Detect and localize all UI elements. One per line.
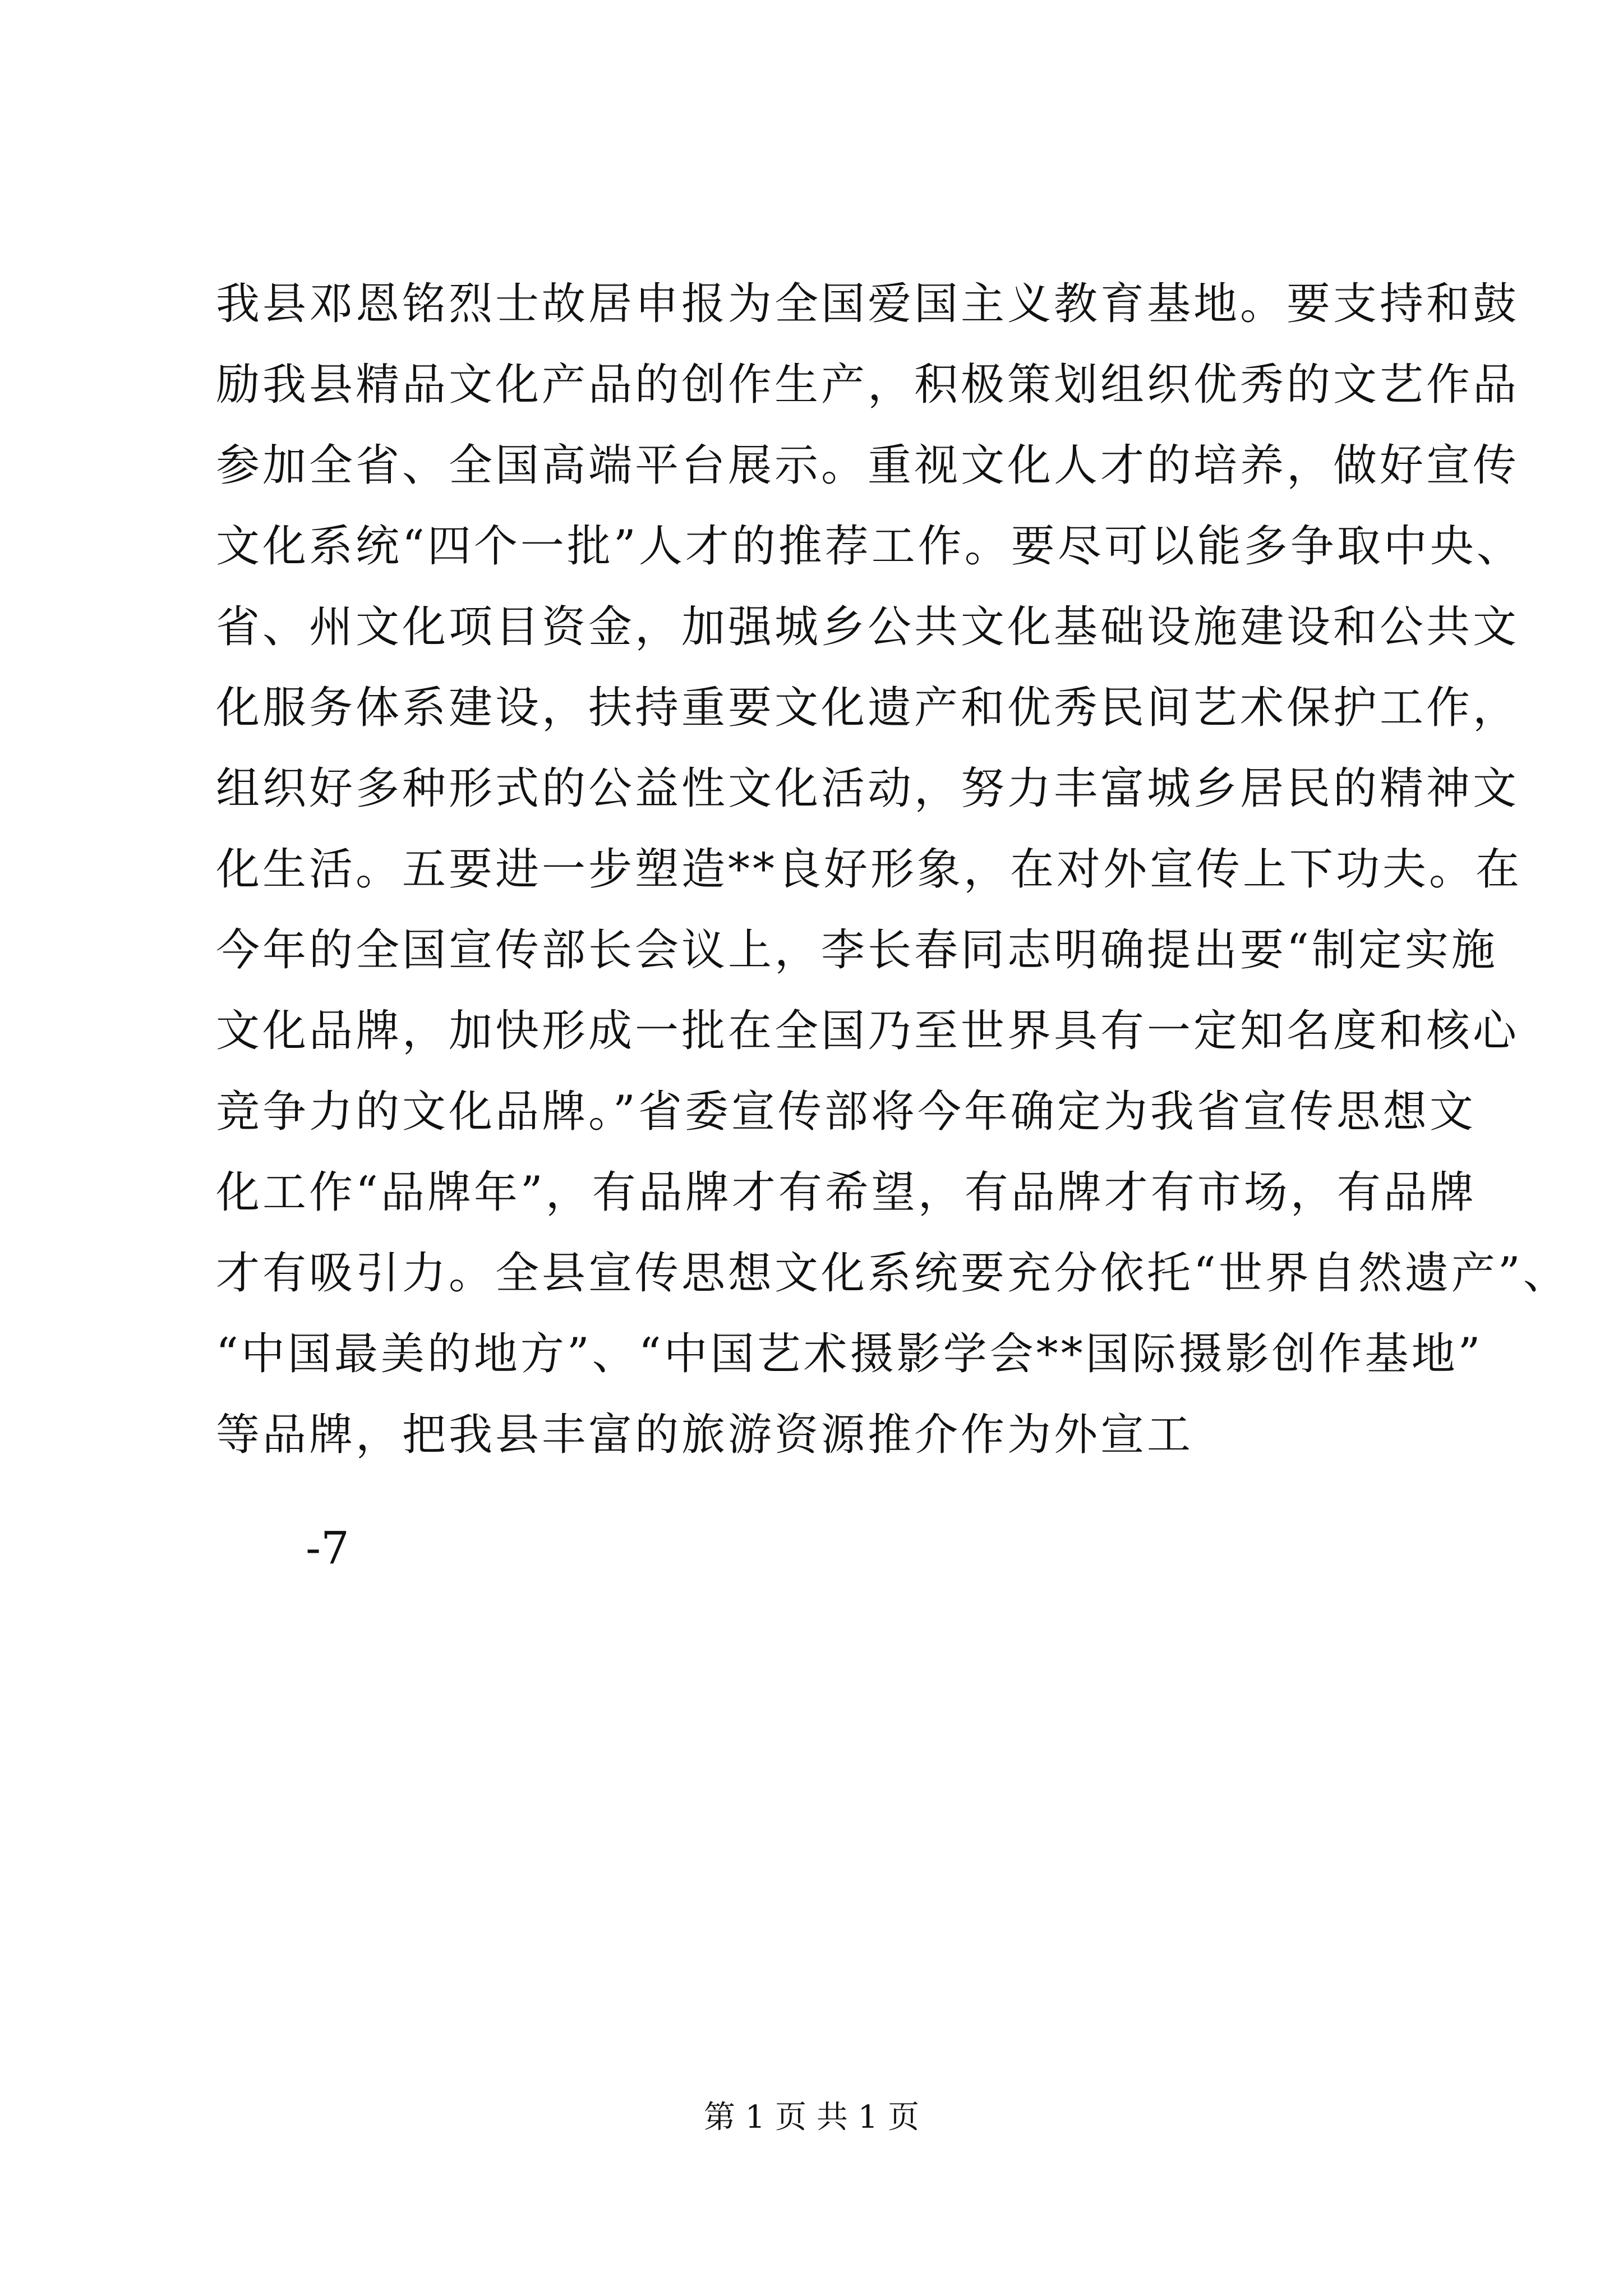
text-line-last: 等品牌，把我县丰富的旅游资源推介作为外宣工 (216, 1410, 1194, 1460)
page-footer: 第 1 页 共 1 页 (703, 2099, 920, 2136)
text-line: 省、州文化项目资金，加强城乡公共文化基础设施建设和公共文 (216, 602, 1520, 652)
text-line: 竞争力的文化品牌。”省委宣传部将今年确定为我省宣传思想文 (216, 1087, 1476, 1137)
text-line: 化服务体系建设，扶持重要文化遗产和优秀民间艺术保护工作， (216, 683, 1520, 733)
text-line: 参加全省、全国高端平台展示。重视文化人才的培养，做好宣传 (216, 440, 1520, 491)
text-line: 化生活。五要进一步塑造**良好形象，在对外宣传上下功夫。在 (216, 844, 1523, 895)
page-marker: -7 (306, 1522, 349, 1574)
text-line: 组织好多种形式的公益性文化活动，努力丰富城乡居民的精神文 (216, 763, 1520, 814)
text-line: 励我县精品文化产品的创作生产，积极策划组织优秀的文艺作品 (216, 360, 1520, 410)
text-line: 化工作“品牌年”，有品牌才有希望，有品牌才有市场，有品牌 (216, 1167, 1477, 1218)
text-line: 文化系统“四个一批”人才的推荐工作。要尽可以能多争取中央、 (216, 521, 1523, 572)
text-line: 今年的全国宣传部长会议上，李长春同志明确提出要“制定实施 (216, 925, 1498, 976)
text-line: 我县邓恩铭烈士故居申报为全国爱国主义教育基地。要支持和鼓 (216, 279, 1520, 329)
body-paragraph (216, 264, 1570, 1475)
text-line: 才有吸引力。全县宣传思想文化系统要充分依托“世界自然遗产”、 (216, 1248, 1570, 1299)
text-line: 文化品牌，加快形成一批在全国乃至世界具有一定知名度和核心 (216, 1006, 1520, 1056)
text-line: “中国最美的地方”、“中国艺术摄影学会**国际摄影创作基地” (216, 1329, 1483, 1379)
